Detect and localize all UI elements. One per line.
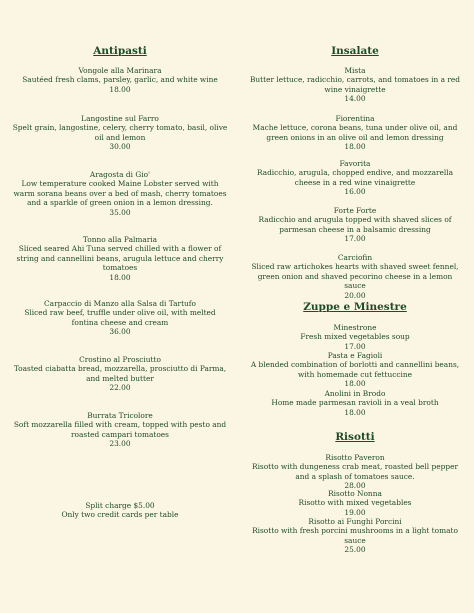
- item-description: Sliced raw beef, truffle under olive oil, with melted fontina cheese and cream: [24, 308, 216, 327]
- item-name: Tonno alla Palmaria: [82, 235, 158, 244]
- item-name: Pasta e Fagioli: [327, 351, 383, 360]
- item-name: Risotto ai Funghi Porcini: [308, 517, 402, 526]
- item-description: Sautéed fresh clams, parsley, garlic, and white wine: [22, 75, 218, 85]
- item-price: 18.00: [344, 142, 366, 152]
- menu-item: [246, 323, 464, 351]
- item-description: Spelt grain, langostine, celery, cherry tomato, basil, olive oil and lemon: [12, 123, 228, 142]
- menu-item: [246, 453, 464, 491]
- menu-item: [10, 235, 230, 282]
- item-description: Risotto with fresh porcini mushrooms in a light tomato sauce: [252, 526, 458, 545]
- menu-item: [10, 66, 230, 94]
- menu-item: [10, 114, 230, 152]
- item-name: Fiorentina: [335, 114, 375, 123]
- item-price: 18.00: [109, 272, 131, 282]
- menu-item: [10, 299, 230, 337]
- menu-item: [10, 355, 230, 393]
- item-description: A blended combination of borlotti and cannellini beans, with homemade cut fettuccine: [250, 360, 460, 379]
- item-name: Risotto Paveron: [325, 453, 385, 462]
- item-price: 19.00: [344, 507, 366, 517]
- item-price: 28.00: [344, 481, 366, 491]
- menu-item: [246, 66, 464, 104]
- menu-item: [246, 253, 464, 300]
- menu-item: [246, 159, 464, 197]
- item-name: Minestrone: [333, 323, 377, 332]
- item-description: Risotto with dungeness crab meat, roasted bell pepper and a splash of tomatoes sauce.: [252, 462, 458, 481]
- item-description: Toasted ciabatta bread, mozzarella, prosciutto di Parma, and melted butter: [13, 364, 227, 383]
- item-name: Favorita: [339, 159, 371, 168]
- item-price: 18.00: [344, 379, 366, 389]
- item-name: Risotto Nonna: [328, 489, 382, 498]
- item-description: Low temperature cooked Maine Lobster served with warm sorana beans over a bed of mash, cherry tomatoes and a sparkle of green onion in a lemon dressing.: [13, 179, 227, 208]
- menu-item: [10, 170, 230, 217]
- item-description: Fresh mixed vegetables soup: [300, 332, 410, 342]
- item-price: 35.00: [109, 207, 131, 217]
- item-name: Burrata Tricolore: [87, 411, 153, 420]
- item-description: Home made parmesan ravioli in a veal broth: [271, 398, 439, 408]
- split-charge-note: [10, 501, 230, 520]
- menu-item: [246, 114, 464, 152]
- item-price: 17.00: [344, 341, 366, 351]
- item-price: 18.00: [344, 407, 366, 417]
- item-price: 25.00: [344, 545, 366, 555]
- item-price: 16.00: [344, 187, 366, 197]
- item-price: 20.00: [344, 290, 366, 300]
- item-description: Soft mozzarella filled with cream, topped with pesto and roasted campari tomatoes: [13, 420, 227, 439]
- item-price: 14.00: [344, 94, 366, 104]
- item-description: Mache lettuce, corona beans, tuna under olive oil, and green onions in an olive oil and lemon dressing: [252, 123, 458, 142]
- antipasti-heading: Antipasti: [93, 45, 147, 57]
- item-description: Sliced raw artichokes hearts with shaved sweet fennel, green onion and shaved pecorino cheese in a lemon sauce: [251, 262, 459, 291]
- item-description: Sliced seared Ahi Tuna served chilled with a flower of string and cannellini beans, arugula lettuce and cherry tomatoes: [16, 244, 224, 273]
- item-price: 23.00: [109, 439, 131, 449]
- item-description: Butter lettuce, radicchio, carrots, and tomatoes in a red wine vinaigrette: [249, 75, 461, 94]
- item-name: Vongole alla Marinara: [78, 66, 162, 75]
- menu-item: [10, 411, 230, 449]
- menu-item: [246, 517, 464, 555]
- item-name: Mista: [344, 66, 366, 75]
- item-description: Risotto with mixed vegetables: [298, 498, 412, 508]
- insalate-heading: Insalate: [331, 45, 379, 57]
- item-name: Carpaccio di Manzo alla Salsa di Tartufo: [44, 299, 196, 308]
- split-charge-text: Split charge $5.00: [85, 501, 155, 510]
- menu-item: [246, 389, 464, 417]
- item-name: Anolini in Brodo: [324, 389, 386, 398]
- item-description: Radicchio, arugula, chopped endive, and mozzarella cheese in a red wine vinaigrette: [256, 168, 454, 187]
- menu-item: [246, 351, 464, 389]
- item-name: Crostino al Prosciutto: [79, 355, 161, 364]
- item-price: 30.00: [109, 142, 131, 152]
- item-price: 18.00: [109, 84, 131, 94]
- item-description: Radicchio and arugula topped with shaved slices of parmesan cheese in a balsamic dressing: [258, 215, 452, 234]
- item-price: 17.00: [344, 234, 366, 244]
- item-name: Langostine sul Farro: [81, 114, 159, 123]
- menu-item: [246, 206, 464, 244]
- credit-card-text: Only two credit cards per table: [61, 510, 179, 520]
- item-price: 22.00: [109, 383, 131, 393]
- menu-item: [246, 489, 464, 517]
- item-name: Aragosta di Gio': [89, 170, 151, 179]
- item-name: Forte Forte: [333, 206, 377, 215]
- zuppe-heading: Zuppe e Minestre: [303, 301, 407, 313]
- item-price: 36.00: [109, 327, 131, 337]
- item-name: Carciofin: [337, 253, 373, 262]
- risotti-heading: Risotti: [335, 431, 375, 443]
